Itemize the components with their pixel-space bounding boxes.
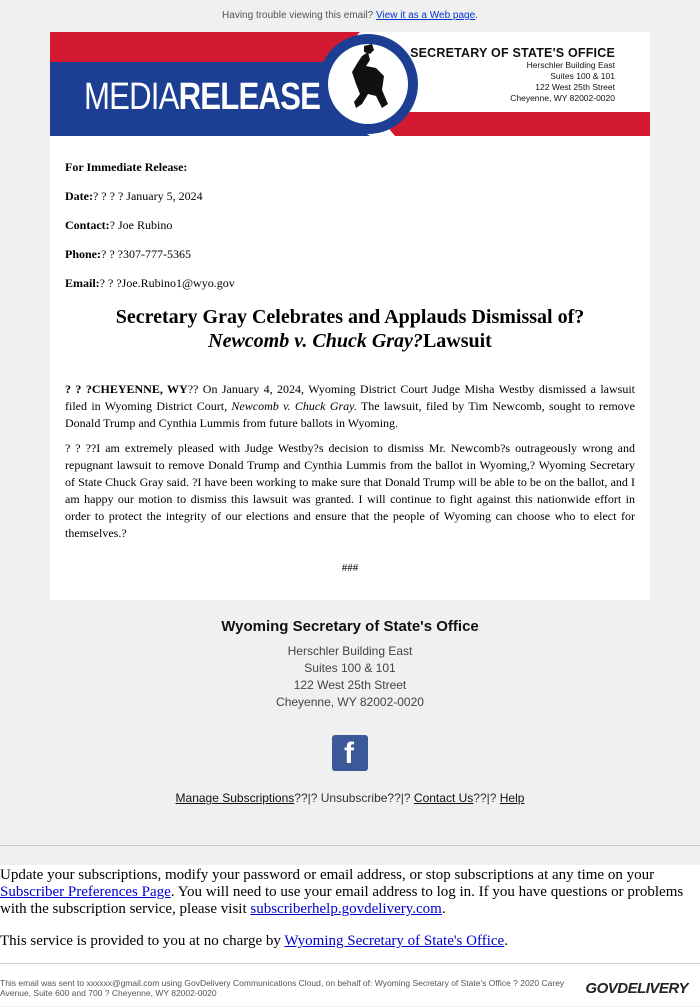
phone-value: ? ? ?307-777-5365: [101, 247, 191, 261]
dateline: ? ? ?CHEYENNE, WY: [65, 382, 188, 396]
footer-divider: [0, 845, 700, 846]
date-value: ? ? ? ? January 5, 2024: [92, 189, 203, 203]
banner-address-line: Herschler Building East: [526, 60, 615, 70]
office-title: SECRETARY OF STATE'S OFFICE: [410, 46, 615, 60]
release-body: [50, 136, 650, 574]
legal-footer: [0, 963, 700, 1007]
office-address-block: [410, 46, 615, 104]
headline-tail: Lawsuit: [422, 330, 492, 352]
phone-label: Phone:: [65, 247, 101, 261]
footer-address-line: 122 West 25th Street: [293, 678, 407, 692]
service-text-a: This service is provided to you at no charge by: [0, 933, 285, 949]
immediate-release-line: [65, 160, 635, 175]
banner-address-line: Cheyenne, WY 82002-0020: [510, 93, 615, 103]
view-online-tail: .: [475, 10, 478, 21]
view-online-text: Having trouble viewing this email?: [222, 10, 377, 21]
contact-line: [65, 218, 635, 233]
banner-address-line: Suites 100 & 101: [550, 71, 615, 81]
phone-line: [65, 247, 635, 262]
footer-org-name: Wyoming Secretary of State's Office: [221, 618, 479, 635]
email-line: [65, 276, 635, 291]
release-meta: [65, 160, 635, 291]
footer-address-line: Cheyenne, WY 82002-0020: [276, 695, 424, 709]
govdelivery-logo: GOVDELIVERY: [585, 980, 688, 997]
subscriber-preferences-link[interactable]: Subscriber Preferences Page: [0, 884, 171, 900]
paragraph-1: [65, 381, 635, 432]
contact-label: Contact:: [65, 218, 110, 232]
contact-value: ? Joe Rubino: [109, 218, 173, 232]
banner-address-line: 122 West 25th Street: [535, 82, 615, 92]
email-label: Email:: [65, 276, 100, 290]
paragraph-2: ? ? ??I am extremely pleased with Judge Westby?s decision to dismiss Mr. Newcomb?s outrageously wrong and repugnant lawsuit to remove Donald Trump and Cynthia Lummis from the ballot in Wyoming,? Wyoming Secretary of State Chuck Gray said. ?I have been working to make sure that Donald Trump will be able to be on the ballot, and I am happy our motion to dismiss this lawsuit was granted. I will continue to fight against this nationwide effort in order to protect the integrity of our elections and ensure that the people of Wyoming can choose who to elect for themselves.?: [65, 441, 635, 540]
service-paragraph: [0, 933, 700, 950]
help-link[interactable]: Help: [499, 791, 525, 805]
para1-text1: ?? On January 4, 2024, Wyoming District Court Judge Misha Westby dismissed a lawsuit filed in Wyoming District Court,: [65, 382, 635, 413]
media-release-title: [84, 76, 320, 119]
para1-case-name: Newcomb v. Chuck Gray.: [231, 399, 357, 413]
sent-to-notice: This email was sent to xxxxxx@gmail.com using GovDelivery Communications Cloud, on behalf of: Wyoming Secretary of State's Office ? 2020 Carey Avenue, Suite 600 and 700 ? Cheyenne, WY 82002-0020: [0, 978, 565, 998]
facebook-glyph: f: [344, 737, 354, 770]
headline: [65, 305, 635, 353]
facebook-icon[interactable]: [332, 735, 368, 771]
email-value: ? ? ?Joe.Rubino1@wyo.gov: [99, 276, 235, 290]
prefs-text-c: .: [441, 901, 446, 917]
date-line: [65, 189, 635, 204]
service-text-b: .: [504, 933, 508, 949]
footer-address: [0, 643, 700, 711]
date-label: Date:: [65, 189, 93, 203]
wyoming-sos-link[interactable]: Wyoming Secretary of State's Office: [284, 933, 505, 949]
headline-case-name: Newcomb v. Chuck Gray?: [208, 330, 423, 352]
immediate-label: For Immediate Release:: [65, 160, 188, 174]
subscriber-help-link[interactable]: subscriberhelp.govdelivery.com: [250, 901, 442, 917]
footer-address-line: Herschler Building East: [287, 644, 413, 658]
manage-subscriptions-link[interactable]: Manage Subscriptions: [175, 791, 295, 805]
contact-us-link[interactable]: Contact Us: [413, 791, 474, 805]
release-word: RELEASE: [178, 76, 321, 118]
media-release-banner: [50, 32, 650, 136]
footer-address-line: Suites 100 & 101: [304, 661, 396, 675]
email-footer: [0, 618, 700, 805]
press-release-card: [50, 32, 650, 600]
prefs-text-b: . You will need to use your email address to log in. If you have questions or problems with the subscription service, please visit: [0, 884, 684, 917]
view-online-bar: [0, 0, 700, 32]
end-mark: ###: [341, 562, 359, 574]
headline-line1: Secretary Gray Celebrates and Applauds Dismissal of?: [115, 306, 585, 328]
view-web-page-link[interactable]: View it as a Web page: [376, 10, 476, 21]
para1-text2: The lawsuit, filed by Tim Newcomb, sought to remove Donald Trump and Cynthia Lummis from future ballots in Wyoming.: [65, 399, 635, 430]
subscription-links: [0, 791, 700, 805]
preferences-paragraph: [0, 867, 700, 918]
unsubscribe-text: ??|? Unsubscribe??|?: [294, 791, 414, 805]
media-word: MEDIA: [84, 76, 179, 118]
prefs-text-a: Update your subscriptions, modify your password or email address, or stop subscriptions at any time on your: [0, 867, 655, 883]
link-separator: ??|?: [473, 791, 500, 805]
